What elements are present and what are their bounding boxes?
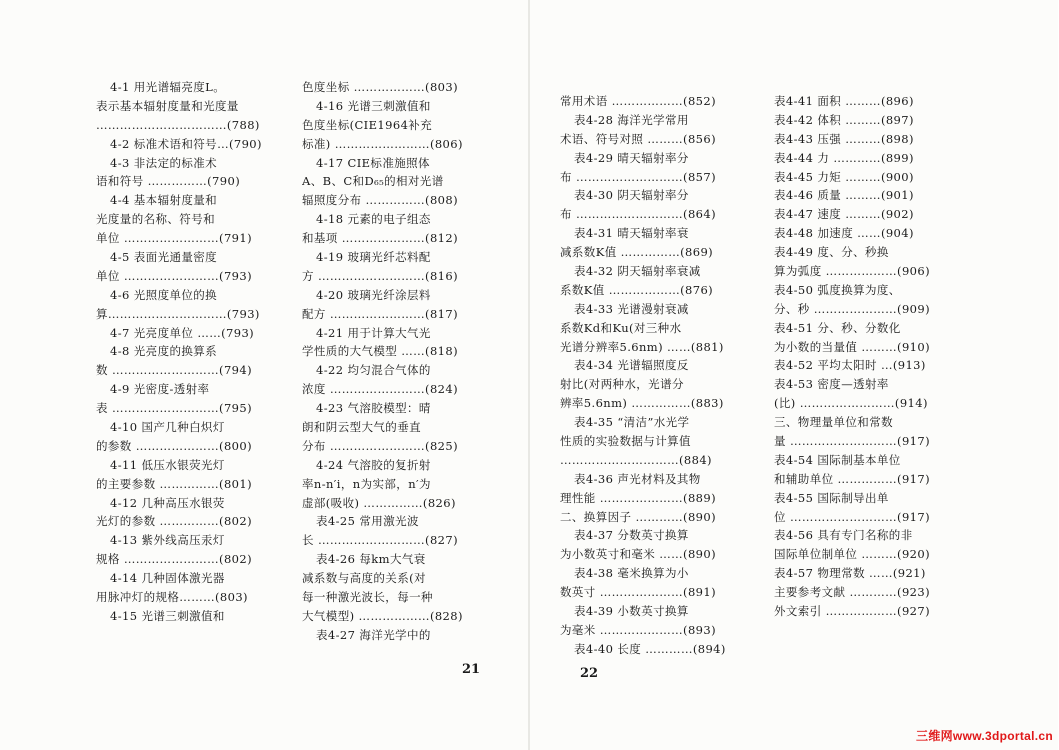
toc-entry-line: 率n-n′i，n为实部，n′为: [302, 476, 431, 491]
toc-entry-line: 表4-29 晴天辐射率分: [574, 150, 689, 165]
toc-entry-line: 表4-47 速度 ………(902): [774, 207, 914, 222]
toc-entry-line: (比) ……………………(914): [774, 396, 928, 411]
toc-entry-line: 常用术语 ………………(852): [560, 94, 716, 108]
toc-entry-line: 表4-51 分、秒、分数化: [774, 320, 901, 335]
toc-entry-line: ……………………………(788): [96, 117, 260, 132]
toc-entry-line: 4-3 非法定的标准术: [110, 155, 218, 170]
toc-entry-line: 布 ………………………(857): [560, 169, 716, 184]
toc-entry-line: 表4-32 阴天辐射率衰减: [574, 264, 701, 279]
toc-entry-line: 表4-44 力 …………(899): [774, 150, 914, 165]
toc-entry-line: 表4-28 海洋光学常用: [574, 112, 689, 127]
toc-entry-line: 表4-38 毫米换算为小: [574, 566, 689, 581]
toc-entry-line: 语和符号 ……………(790): [96, 174, 241, 189]
toc-entry-line: 表4-30 阴天辐射率分: [574, 188, 689, 203]
toc-entry-line: A、B、C和D₆₅的相对光谱: [302, 174, 444, 189]
toc-entry-line: 表示基本辐射度量和光度量: [96, 98, 239, 113]
toc-entry-line: 为小数的当量值 ………(910): [774, 339, 930, 354]
toc-entry-line: 4-1 用光谱辐亮度L。: [110, 80, 226, 94]
toc-entry-line: 4-19 玻璃光纤芯料配: [316, 250, 431, 265]
toc-entry-line: 学性质的大气模型 ……(818): [302, 344, 458, 359]
toc-entry-line: 虚部(吸收) ……………(826): [302, 495, 456, 510]
toc-entry-line: 每一种激光波长，每一种: [302, 590, 433, 605]
toc-entry-line: 的主要参数 ……………(801): [96, 476, 252, 491]
toc-entry-line: 浓度 ……………………(824): [302, 382, 458, 397]
toc-entry-line: 和辅助单位 ……………(917): [774, 471, 930, 486]
toc-entry-line: 4-10 国产几种白炽灯: [110, 420, 225, 435]
toc-entry-line: 4-9 光密度-透射率: [110, 382, 210, 397]
toc-entry-line: 表4-57 物理常数 ……(921): [774, 566, 926, 581]
toc-entry-line: 用脉冲灯的规格………(803): [96, 590, 248, 605]
toc-entry-line: 配方 ……………………(817): [302, 306, 458, 321]
toc-entry-line: 表4-25 常用激光波: [316, 514, 419, 529]
toc-entry-line: 4-20 玻璃光纤涂层料: [316, 287, 431, 302]
toc-entry-line: 外文索引 ………………(927): [774, 604, 930, 619]
toc-entry-line: 减系数K值 ……………(869): [560, 245, 714, 260]
toc-entry-line: 表4-27 海洋光学中的: [316, 627, 431, 642]
toc-entry-line: 主要参考文献 …………(923): [774, 585, 930, 600]
toc-entry-line: 表4-56 具有专门名称的非: [774, 528, 913, 543]
toc-entry-line: 系数Kd和Ku(对三种水: [560, 320, 682, 335]
toc-entry-line: 量 ………………………(917): [774, 434, 930, 449]
toc-entry-line: 分布 ……………………(825): [302, 438, 458, 453]
toc-entry-line: 4-2 标准术语和符号…(790): [110, 136, 262, 151]
toc-entry-line: 术语、符号对照 ………(856): [560, 131, 716, 146]
toc-entry-line: 色度坐标 ………………(803): [302, 80, 458, 94]
toc-entry-line: 规格 ……………………(802): [96, 552, 252, 567]
toc-entry-line: 和基项 …………………(812): [302, 231, 458, 246]
toc-entry-line: 4-17 CIE标准施照体: [316, 155, 430, 170]
toc-entry-line: 表4-41 面积 ………(896): [774, 94, 914, 108]
toc-entry-line: 性质的实验数据与计算值: [560, 434, 691, 449]
toc-entry-line: 表4-34 光谱辐照度反: [574, 358, 689, 373]
toc-entry-line: 表4-49 度、分、秒换: [774, 245, 889, 260]
toc-entry-line: 射比(对两种水，光谱分: [560, 377, 684, 392]
toc-entry-line: 表4-50 弧度换算为度、: [774, 282, 901, 297]
toc-entry-line: 二、换算因子 …………(890): [560, 509, 716, 524]
toc-entry-line: 布 ………………………(864): [560, 207, 716, 222]
toc-entry-line: 4-16 光谱三刺激值和: [316, 98, 431, 113]
toc-entry-line: 数 ………………………(794): [96, 363, 252, 378]
toc-entry-line: 4-7 光亮度单位 ……(793): [110, 325, 255, 340]
toc-entry-line: 三、物理量单位和常数: [774, 415, 893, 430]
toc-entry-line: 长 ………………………(827): [302, 533, 458, 548]
toc-entry-line: 4-18 元素的电子组态: [316, 212, 431, 227]
toc-entry-line: 表4-36 声光材料及其物: [574, 471, 701, 486]
toc-entry-line: 表4-52 平均太阳时 …(913): [774, 358, 926, 373]
toc-entry-line: 4-15 光谱三刺激值和: [110, 608, 225, 623]
toc-entry-line: 4-4 基本辐射度量和: [110, 193, 218, 208]
site-watermark: 三维网www.3dportal.cn: [916, 729, 1053, 743]
toc-entry-line: 4-5 表面光通量密度: [110, 250, 218, 265]
toc-column-left-2: [302, 78, 470, 645]
toc-entry-line: 表4-46 质量 ………(901): [774, 188, 914, 203]
toc-entry-line: 4-23 气溶胶模型：晴: [316, 401, 431, 416]
toc-entry-line: 方 ………………………(816): [302, 268, 458, 283]
toc-entry-line: 表4-54 国际制基本单位: [774, 452, 901, 467]
toc-entry-line: 4-21 用于计算大气光: [316, 325, 431, 340]
page-number-left: 21: [462, 662, 481, 677]
toc-entry-line: 表4-45 力矩 ………(900): [774, 169, 914, 184]
toc-entry-line: 4-8 光亮度的换算系: [110, 344, 218, 359]
toc-entry-line: 表4-43 压强 ………(898): [774, 131, 914, 146]
toc-entry-line: 朗和阴云型大气的垂直: [302, 420, 421, 435]
toc-entry-line: 色度坐标(CIE1964补充: [302, 117, 433, 132]
right-page: [530, 0, 1058, 750]
toc-entry-line: 4-6 光照度单位的换: [110, 287, 218, 302]
toc-entry-line: 表4-35 “清洁”水光学: [574, 415, 690, 430]
toc-entry-line: 算为弧度 ………………(906): [774, 264, 930, 279]
toc-entry-line: 国际单位制单位 ………(920): [774, 547, 930, 562]
toc-entry-line: 表4-33 光谱漫射衰减: [574, 301, 689, 316]
page-number-right: 22: [580, 666, 599, 681]
toc-entry-line: 理性能 …………………(889): [560, 490, 716, 505]
toc-entry-line: 单位 ……………………(793): [96, 268, 252, 283]
toc-entry-line: 表 ………………………(795): [96, 401, 252, 416]
toc-entry-line: 表4-39 小数英寸换算: [574, 604, 689, 619]
toc-entry-line: 为小数英寸和毫米 ……(890): [560, 547, 716, 562]
toc-column-left-1: [96, 78, 264, 626]
toc-entry-line: 表4-31 晴天辐射率衰: [574, 226, 689, 241]
toc-entry-line: 数英寸 …………………(891): [560, 585, 716, 600]
toc-entry-line: 光谱分辨率5.6nm) ……(881): [560, 339, 724, 354]
toc-entry-line: 辐照度分布 ……………(808): [302, 193, 458, 208]
toc-entry-line: 4-24 气溶胶的复折射: [316, 457, 431, 472]
toc-entry-line: 4-12 几种高压水银荧: [110, 495, 225, 510]
toc-entry-line: 的参数 …………………(800): [96, 438, 252, 453]
toc-entry-line: 表4-42 体积 ………(897): [774, 112, 914, 127]
toc-entry-line: 4-22 均匀混合气体的: [316, 363, 431, 378]
toc-entry-line: 表4-40 长度 …………(894): [574, 641, 726, 656]
toc-entry-line: 表4-37 分数英寸换算: [574, 528, 689, 543]
toc-entry-line: 大气模型) ………………(828): [302, 608, 463, 623]
toc-entry-line: 光灯的参数 ……………(802): [96, 514, 252, 529]
toc-entry-line: 系数K值 ………………(876): [560, 282, 714, 297]
toc-entry-line: 表4-26 每km大气衰: [316, 552, 426, 567]
toc-entry-line: 光度量的名称、符号和: [96, 212, 215, 227]
toc-entry-line: 减系数与高度的关系(对: [302, 571, 426, 586]
toc-entry-line: 表4-55 国际制导出单: [774, 490, 889, 505]
toc-entry-line: 标准) ……………………(806): [302, 136, 463, 151]
toc-entry-line: 位 ………………………(917): [774, 509, 930, 524]
left-page: [0, 0, 528, 750]
toc-entry-line: 4-14 几种固体激光器: [110, 571, 225, 586]
toc-entry-line: 4-13 紫外线高压汞灯: [110, 533, 225, 548]
toc-entry-line: …………………………(884): [560, 452, 712, 467]
toc-entry-line: 辨率5.6nm) ……………(883): [560, 396, 724, 411]
toc-entry-line: 表4-53 密度—透射率: [774, 377, 889, 392]
toc-entry-line: 表4-48 加速度 ……(904): [774, 226, 914, 241]
toc-entry-line: 算…………………………(793): [96, 306, 260, 321]
toc-entry-line: 单位 ……………………(791): [96, 231, 252, 246]
toc-column-right-1: [560, 92, 728, 659]
toc-entry-line: 分、秒 …………………(909): [774, 301, 930, 316]
toc-column-right-2: [774, 92, 942, 621]
toc-entry-line: 为毫米 …………………(893): [560, 622, 716, 637]
toc-entry-line: 4-11 低压水银荧光灯: [110, 457, 225, 472]
